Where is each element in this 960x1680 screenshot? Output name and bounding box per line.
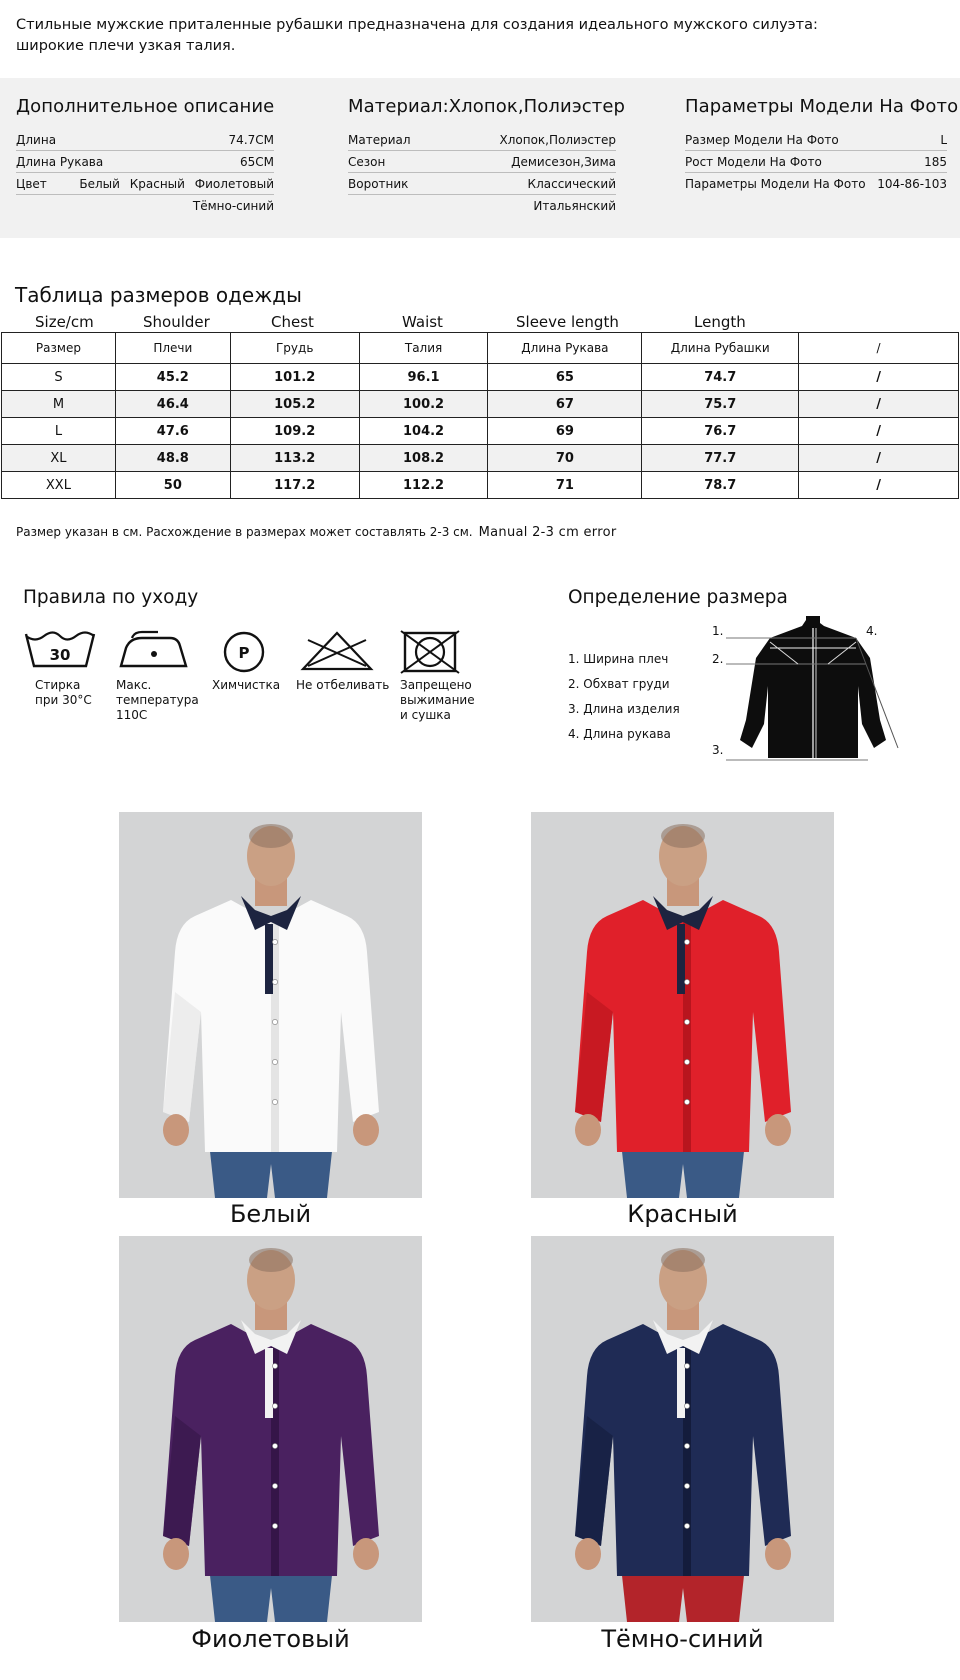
shoulder-cell: 45.2 [115,364,230,391]
size-cell: S [2,364,116,391]
button [272,939,277,944]
diagram-number-3: 3. [712,743,724,757]
sizing-title: Определение размера [568,587,788,608]
photo-navy-shirt [531,1236,834,1622]
chest-cell: 101.2 [230,364,359,391]
placket-trim [677,924,685,994]
button [272,1403,277,1408]
extra-cell: / [799,391,959,418]
material-label: Материал [348,133,411,147]
model-height-value: 185 [924,155,947,169]
model-size-row [685,129,947,151]
shirt-measure-diagram [708,612,908,772]
size-note-ru: Размер указан в см. Расхождение в размерах может составлять 2-3 см. [16,525,473,539]
length-cell: 77.7 [642,445,799,472]
color-label: Цвет [16,177,47,191]
photo-red-shirt [531,812,834,1198]
hand [353,1538,379,1570]
placket-trim [265,1348,273,1418]
model-height-label: Рост Модели На Фото [685,155,822,169]
sleeve-cell: 70 [488,445,642,472]
color-values [79,173,274,194]
en-header-sleeve: Sleeve length [516,313,619,331]
photo-purple-shirt [119,1236,422,1622]
material-value: Хлопок,Полиэстер [499,133,616,147]
extra-cell: / [799,445,959,472]
en-header-waist: Waist [402,313,443,331]
length-label: Длина [16,133,57,147]
sizing-list [568,652,680,752]
sleeve-cell: 67 [488,391,642,418]
length-cell: 78.7 [642,472,799,499]
wash-label: Стирка при 30°C [35,678,92,707]
no-bleach-icon [300,630,374,672]
length-cell: 75.7 [642,391,799,418]
shoulder-cell: 46.4 [115,391,230,418]
size-chart-english-headers [0,313,960,333]
extra-cell: / [799,364,959,391]
model-measurements-value: 104-86-103 [877,177,947,191]
table-row [2,364,959,391]
diagram-number-4: 4. [866,624,878,638]
collar-value: Классический [527,177,616,191]
sleeve-length-label: Длина Рукава [16,155,104,169]
dry-clean-label: Химчистка [212,678,281,692]
season-value: Демисезон,Зима [511,155,616,169]
wash-temp-symbol: 30 [49,646,71,664]
description-band [0,78,960,238]
hand [575,1114,601,1146]
dry-clean-p-icon [222,630,266,674]
chest-cell: 113.2 [230,445,359,472]
en-header-size: Size/cm [35,313,94,331]
table-row [2,472,959,499]
hand [765,1114,791,1146]
model-size-label: Размер Модели На Фото [685,133,839,147]
model-params-title: Параметры Модели На Фото [685,96,959,117]
waist-cell: 108.2 [359,445,488,472]
en-header-chest: Chest [271,313,314,331]
sleeve-length-row [16,151,274,173]
waist-cell: 112.2 [359,472,488,499]
hand [163,1538,189,1570]
iron-icon [118,630,190,672]
intro-text: Стильные мужские приталенные рубашки предназначена для создания идеального мужского силуэта: широкие плечи узкая талия. [16,17,818,54]
header-size: Размер [2,333,116,364]
table-row [2,418,959,445]
button [684,1099,689,1104]
size-cell: XL [2,445,116,472]
button [684,979,689,984]
waist-cell: 96.1 [359,364,488,391]
header-waist: Талия [359,333,488,364]
table-row [2,445,959,472]
length-row [16,129,274,151]
color-row-extra [16,195,274,217]
no-tumble-dry-icon [400,630,460,674]
season-label: Сезон [348,155,386,169]
collar-row-extra [348,195,616,217]
length-cell: 74.7 [642,364,799,391]
size-chart-table [1,332,959,499]
color-red: Красный [129,177,185,191]
button [272,1059,277,1064]
button [684,1483,689,1488]
collar-row [348,173,616,195]
wash-30-icon [24,630,96,672]
button [272,1019,277,1024]
size-chart-title: Таблица размеров одежды [15,283,302,307]
caption-white: Белый [229,1200,312,1228]
model-measurements-label: Параметры Модели На Фото [685,177,866,191]
header-length: Длина Рубашки [642,333,799,364]
iron-label: Макс. температура 110C [116,678,199,722]
list-item: 4. Длина рукава [568,727,671,741]
button [272,979,277,984]
hand [575,1538,601,1570]
table-row [2,391,959,418]
color-white: Белый [79,177,120,191]
chest-cell: 117.2 [230,472,359,499]
color-purple: Фиолетовый [194,177,274,191]
model-params-section [685,96,959,195]
list-item: 1. Ширина плеч [568,652,669,666]
extra-cell: / [799,472,959,499]
button [684,1363,689,1368]
model-size-value: L [940,133,947,147]
shoulder-cell: 50 [115,472,230,499]
button [272,1099,277,1104]
care-title: Правила по уходу [23,587,199,608]
extra-cell: / [799,418,959,445]
size-note [16,525,616,540]
button [684,1523,689,1528]
diagram-number-1: 1. [712,624,724,638]
chest-cell: 109.2 [230,418,359,445]
shoulder-cell: 48.8 [115,445,230,472]
sleeve-cell: 65 [488,364,642,391]
waist-cell: 100.2 [359,391,488,418]
season-row [348,151,616,173]
waist-cell: 104.2 [359,418,488,445]
size-cell: L [2,418,116,445]
en-header-shoulder: Shoulder [143,313,210,331]
placket-trim [677,1348,685,1418]
model-measurements-row [685,173,947,195]
caption-navy: Тёмно-синий [601,1625,764,1653]
hand [353,1114,379,1146]
size-cell: M [2,391,116,418]
list-item: 3. Длина изделия [568,702,680,716]
color-row [16,173,274,195]
sleeve-length-value: 65CM [239,155,274,169]
en-header-length: Length [694,313,746,331]
collar-label: Воротник [348,177,409,191]
shoulder-cell: 47.6 [115,418,230,445]
diagram-number-2: 2. [712,652,724,666]
button [272,1483,277,1488]
caption-red: Красный [627,1200,738,1228]
hand [765,1538,791,1570]
color-navy: Тёмно-синий [192,199,274,213]
no-tumble-dry-label: Запрещено выжимание и сушка [400,678,475,722]
additional-description [16,96,274,217]
hand [163,1114,189,1146]
size-note-en: Manual 2-3 cm error [478,525,617,540]
material-section [348,96,626,217]
dry-clean-symbol: P [238,644,250,662]
collar-value-extra: Итальянский [533,199,616,213]
placket-trim [265,924,273,994]
chest-cell: 105.2 [230,391,359,418]
model-height-row [685,151,947,173]
sleeve-cell: 71 [488,472,642,499]
list-item: 2. Обхват груди [568,677,670,691]
header-sleeve: Длина Рукава [488,333,642,364]
button [684,1059,689,1064]
button [684,1019,689,1024]
sleeve-cell: 69 [488,418,642,445]
length-value: 74.7CM [228,133,274,147]
material-title: Материал:Хлопок,Полиэстер [348,96,626,117]
header-shoulder: Плечи [115,333,230,364]
button [684,939,689,944]
additional-description-title: Дополнительное описание [16,96,275,117]
photo-white-shirt [119,812,422,1198]
length-cell: 76.7 [642,418,799,445]
material-row [348,129,616,151]
caption-purple: Фиолетовый [191,1625,350,1653]
button [272,1363,277,1368]
button [272,1523,277,1528]
header-chest: Грудь [230,333,359,364]
no-bleach-label: Не отбеливать [296,678,390,692]
header-extra: / [799,333,959,364]
size-cell: XXL [2,472,116,499]
button [272,1443,277,1448]
size-chart-header-row [2,333,959,364]
button [684,1403,689,1408]
button [684,1443,689,1448]
